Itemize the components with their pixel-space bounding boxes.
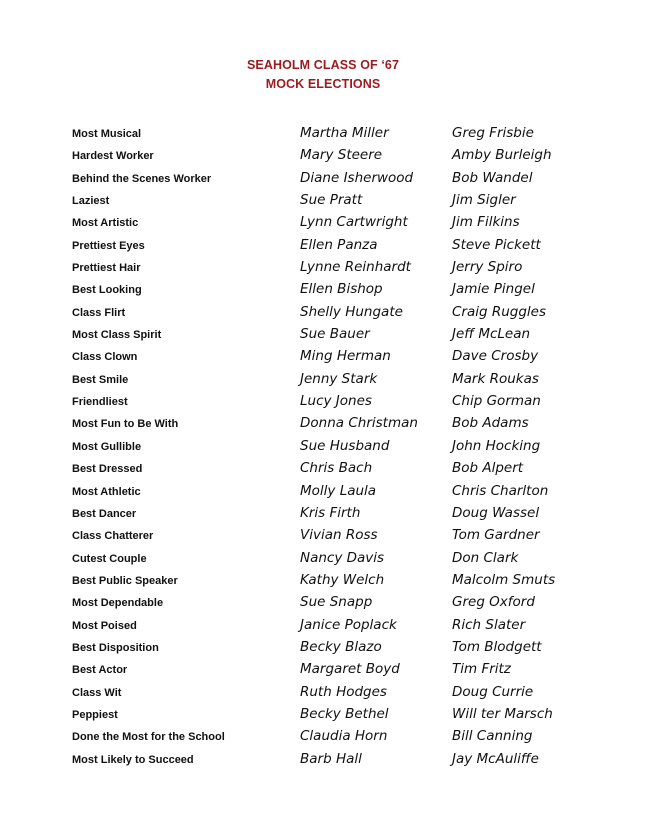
- elections-list: [0, 124, 646, 772]
- girl-winner-name: Martha Miller: [300, 125, 389, 141]
- document-title: SEAHOLM CLASS OF ‘67: [246, 58, 400, 72]
- girl-winner-name: Diane Isherwood: [300, 169, 414, 186]
- election-row: [0, 392, 646, 414]
- category-label: Most Poised: [72, 619, 137, 632]
- category-label: Most Athletic: [72, 485, 141, 498]
- election-row: [0, 414, 646, 436]
- category-label: Class Wit: [72, 686, 122, 699]
- election-row: [0, 258, 646, 280]
- category-label: Peppiest: [72, 708, 118, 721]
- election-row: [0, 638, 646, 660]
- category-label: Most Artistic: [72, 217, 139, 230]
- boy-winner-name: Rich Slater: [452, 616, 526, 633]
- girl-winner-name: Barb Hall: [300, 750, 362, 767]
- boy-winner-name: Mark Roukas: [452, 370, 539, 387]
- election-row: [0, 593, 646, 615]
- category-label: Hardest Worker: [72, 150, 154, 163]
- category-label: Best Dressed: [72, 463, 143, 476]
- boy-winner-name: Chip Gorman: [452, 393, 541, 410]
- category-label: Prettiest Hair: [72, 262, 141, 275]
- boy-winner-name: John Hocking: [452, 437, 541, 454]
- boy-winner-name: Steve Pickett: [452, 236, 541, 253]
- boy-winner-name: Bob Alpert: [452, 460, 524, 477]
- boy-winner-name: Bill Canning: [452, 728, 533, 745]
- girl-winner-name: Margaret Boyd: [300, 661, 400, 678]
- boy-winner-name: Chris Charlton: [452, 482, 549, 499]
- election-row: [0, 191, 646, 213]
- girl-winner-name: Sue Snapp: [300, 594, 373, 611]
- girl-winner-name: Becky Blazo: [300, 638, 382, 655]
- category-label: Prettiest Eyes: [72, 239, 145, 252]
- category-label: Best Dancer: [72, 507, 137, 520]
- election-row: [0, 280, 646, 302]
- boy-winner-name: Jamie Pingel: [452, 281, 535, 298]
- boy-winner-name: Tom Gardner: [452, 527, 540, 544]
- category-label: Most Dependable: [72, 597, 164, 610]
- category-label: Best Public Speaker: [72, 574, 178, 587]
- girl-winner-name: Kris Firth: [300, 504, 361, 521]
- election-row: [0, 660, 646, 682]
- girl-winner-name: Nancy Davis: [300, 549, 385, 566]
- category-label: Most Gullible: [72, 440, 142, 453]
- boy-winner-name: Bob Adams: [452, 415, 529, 432]
- boy-winner-name: Dave Crosby: [452, 348, 539, 365]
- election-row: [0, 437, 646, 459]
- girl-winner-name: Kathy Welch: [300, 571, 385, 588]
- girl-winner-name: Lynne Reinhardt: [300, 259, 411, 276]
- girl-winner-name: Ming Herman: [300, 348, 391, 365]
- girl-winner-name: Ellen Bishop: [300, 281, 383, 298]
- boy-winner-name: Jay McAuliffe: [452, 750, 539, 767]
- category-label: Most Class Spirit: [72, 329, 162, 342]
- category-label: Friendliest: [72, 396, 128, 409]
- election-row: [0, 459, 646, 481]
- election-row: [0, 526, 646, 548]
- girl-winner-name: Jenny Stark: [300, 370, 378, 387]
- category-label: Best Disposition: [72, 641, 159, 654]
- girl-winner-name: Lynn Cartwright: [300, 214, 408, 231]
- boy-winner-name: Doug Currie: [452, 683, 534, 700]
- girl-winner-name: Ruth Hodges: [300, 683, 387, 700]
- category-label: Behind the Scenes Worker: [72, 172, 212, 185]
- election-row: [0, 549, 646, 571]
- election-row: [0, 347, 646, 369]
- election-row: [0, 683, 646, 705]
- girl-winner-name: Vivian Ross: [300, 527, 378, 544]
- boy-winner-name: Tim Fritz: [452, 661, 511, 678]
- category-label: Done the Most for the School: [72, 731, 225, 744]
- election-row: [0, 705, 646, 727]
- boy-winner-name: Jeff McLean: [452, 326, 531, 343]
- girl-winner-name: Chris Bach: [300, 460, 373, 477]
- boy-winner-name: Will ter Marsch: [452, 705, 553, 722]
- girl-winner-name: Claudia Horn: [300, 728, 388, 745]
- girl-winner-name: Donna Christman: [300, 415, 418, 432]
- document-subtitle: MOCK ELECTIONS: [265, 77, 381, 91]
- election-row: [0, 303, 646, 325]
- election-row: [0, 169, 646, 191]
- boy-winner-name: Malcolm Smuts: [452, 571, 556, 588]
- election-row: [0, 571, 646, 593]
- category-label: Most Musical: [72, 128, 142, 140]
- boy-winner-name: Jim Filkins: [452, 214, 520, 231]
- boy-winner-name: Greg Frisbie: [452, 125, 534, 141]
- election-row: [0, 482, 646, 504]
- girl-winner-name: Lucy Jones: [300, 393, 372, 410]
- election-row: [0, 146, 646, 168]
- girl-winner-name: Mary Steere: [300, 147, 383, 164]
- category-label: Class Chatterer: [72, 530, 154, 543]
- girl-winner-name: Sue Pratt: [300, 192, 363, 209]
- category-label: Best Actor: [72, 664, 128, 677]
- boy-winner-name: Amby Burleigh: [452, 147, 552, 164]
- girl-winner-name: Shelly Hungate: [300, 303, 403, 320]
- election-row: [0, 325, 646, 347]
- boy-winner-name: Jerry Spiro: [452, 259, 523, 276]
- category-label: Best Looking: [72, 284, 142, 297]
- boy-winner-name: Bob Wandel: [452, 169, 533, 186]
- election-row: [0, 727, 646, 749]
- girl-winner-name: Ellen Panza: [300, 236, 378, 253]
- girl-winner-name: Sue Husband: [300, 437, 390, 454]
- category-label: Cutest Couple: [72, 552, 147, 565]
- girl-winner-name: Janice Poplack: [300, 616, 397, 633]
- category-label: Class Clown: [72, 351, 138, 364]
- girl-winner-name: Becky Bethel: [300, 705, 389, 722]
- election-row: [0, 504, 646, 526]
- category-label: Laziest: [72, 195, 110, 208]
- boy-winner-name: Greg Oxford: [452, 594, 535, 611]
- girl-winner-name: Molly Laula: [300, 482, 377, 499]
- category-label: Class Flirt: [72, 306, 126, 319]
- election-row: [0, 370, 646, 392]
- election-row: [0, 750, 646, 772]
- election-row: [0, 213, 646, 235]
- election-row: [0, 236, 646, 258]
- boy-winner-name: Jim Sigler: [452, 192, 516, 209]
- election-row: [0, 124, 646, 146]
- boy-winner-name: Tom Blodgett: [452, 638, 542, 655]
- boy-winner-name: Doug Wassel: [452, 504, 540, 521]
- category-label: Best Smile: [72, 373, 129, 386]
- boy-winner-name: Craig Ruggles: [452, 303, 547, 320]
- category-label: Most Fun to Be With: [72, 418, 179, 431]
- girl-winner-name: Sue Bauer: [300, 326, 370, 343]
- election-row: [0, 616, 646, 638]
- category-label: Most Likely to Succeed: [72, 753, 194, 766]
- boy-winner-name: Don Clark: [452, 549, 519, 566]
